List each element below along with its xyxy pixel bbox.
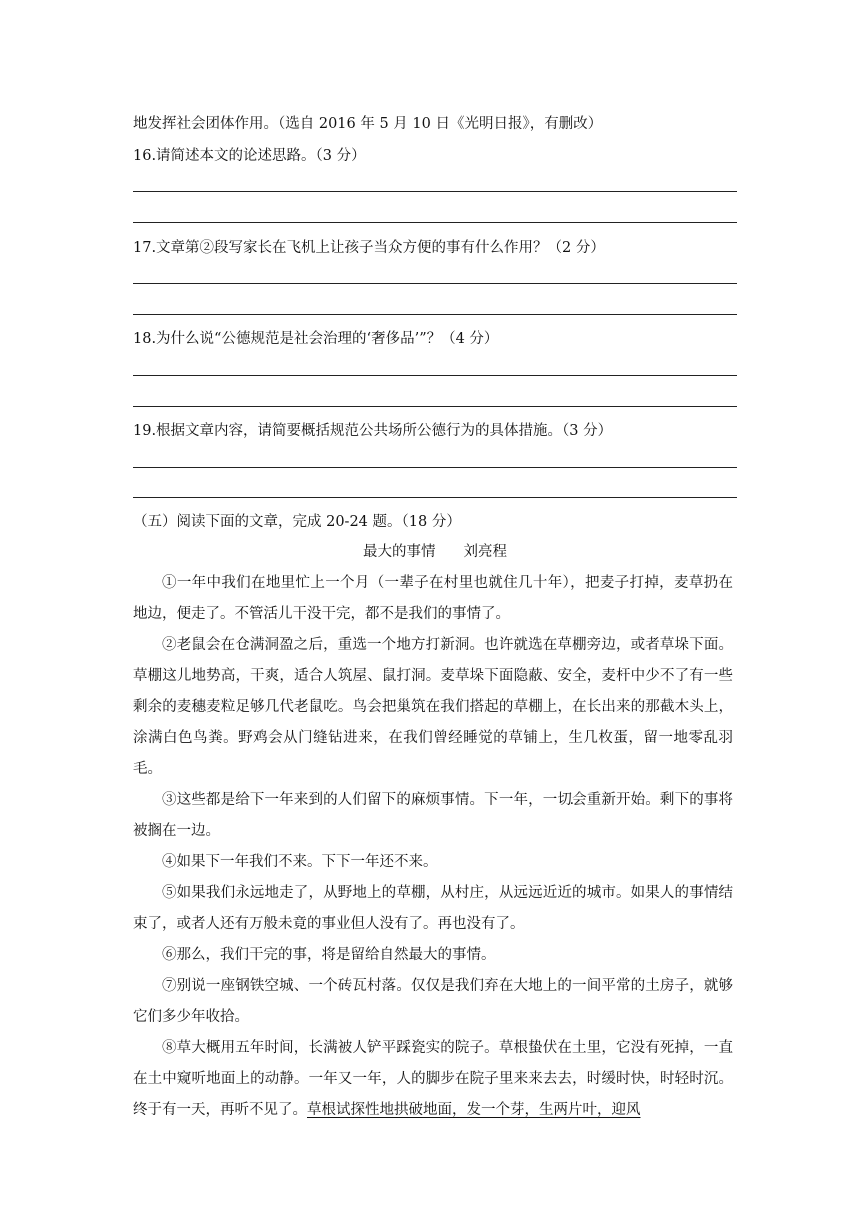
paragraph-4: ④如果下一年我们不来。下下一年还不来。 [162, 854, 438, 870]
emphasis-dotted-text: 一切 [542, 792, 573, 808]
answer-line [133, 191, 737, 192]
underlined-sentence: 草根试探性地拱破地面，发一个芽，生两片叶，迎风 [307, 1102, 641, 1118]
paragraph-2: ②老鼠会在仓满洞盈之后，重选一个地方打新洞。也许就选在草棚旁边，或者草垛下面。草棚这儿地势高，干爽，适合人筑屋、鼠打洞。麦草垛下面隐蔽、安全，麦杆中少不了有一些剩余的麦穗麦粒足够几代老鼠吃。鸟会把巢筑在我们搭起的草棚上，在长出来的那截木头上，涂满白色鸟粪。野鸡会从门缝钻进来，在我们曾经睡觉的草铺上，生几枚蛋，留一地零乱羽毛。 [133, 637, 733, 777]
section-intro: （五）阅读下面的文章，完成 20-24 题。（18 分） [133, 514, 461, 530]
question-17: 17.文章第②段写家长在飞机上让孩子当众方便的事有什么作用？（2 分） [133, 240, 605, 256]
paragraph-1: ①一年中我们在地里忙上一个月（一辈子在村里也就住几十年），把麦子打掉，麦草扔在地边，便走了。不管活儿干没干完，都不是我们的事情了。 [133, 575, 733, 622]
article-heading [133, 542, 737, 562]
answer-line [133, 283, 737, 284]
answer-line [133, 222, 737, 223]
paragraph-5: ⑤如果我们永远地走了，从野地上的草棚，从村庄，从远远近近的城市。如果人的事情结束了，或者人还有万般未竟的事业但人没有了。再也没有了。 [133, 885, 733, 932]
article-author: 刘亮程 [463, 544, 507, 560]
source-citation: 地发挥社会团体作用。（选自 2016 年 5 月 10 日《光明日报》，有删改） [133, 116, 603, 132]
answer-line [133, 406, 737, 407]
paragraph-6: ⑥那么，我们干完的事，将是留给自然最大的事情。 [162, 947, 496, 963]
paragraph-3-text-end: 会重新开始。剩下的事将被搁在一边。 [133, 792, 734, 839]
question-19: 19.根据文章内容，请简要概括规范公共场所公德行为的具体措施。（3 分） [133, 423, 613, 439]
paragraph-8-text: ⑧草大概用五年时间，长满被人铲平踩瓷实的院子。草根蛰伏在土里，它没有死掉，一直在土中窥听地面上的动静。一年又一年，人的脚步在院子里来来去去，时缓时快，时轻时沉。终于有一天，再听不见了。 [133, 1040, 733, 1118]
paragraph-7: ⑦别说一座钢铁空城、一个砖瓦村落。仅仅是我们弃在大地上的一间平常的土房子，就够它们多少年收拾。 [133, 978, 733, 1025]
answer-line [133, 467, 737, 468]
answer-line [133, 314, 737, 315]
paragraph-8 [133, 1033, 733, 1126]
paragraph-3-text: ③这些都是给下一年来到的人们留下的麻烦事情。下一年， [162, 792, 543, 808]
answer-line [133, 497, 737, 498]
question-16: 16.请简述本文的论述思路。（3 分） [133, 148, 366, 164]
question-18: 18.为什么说“公德规范是社会治理的‘奢侈品’”？（4 分） [133, 331, 499, 347]
article-title: 最大的事情 [363, 544, 436, 560]
paragraph-3 [133, 785, 733, 847]
answer-line [133, 375, 737, 376]
